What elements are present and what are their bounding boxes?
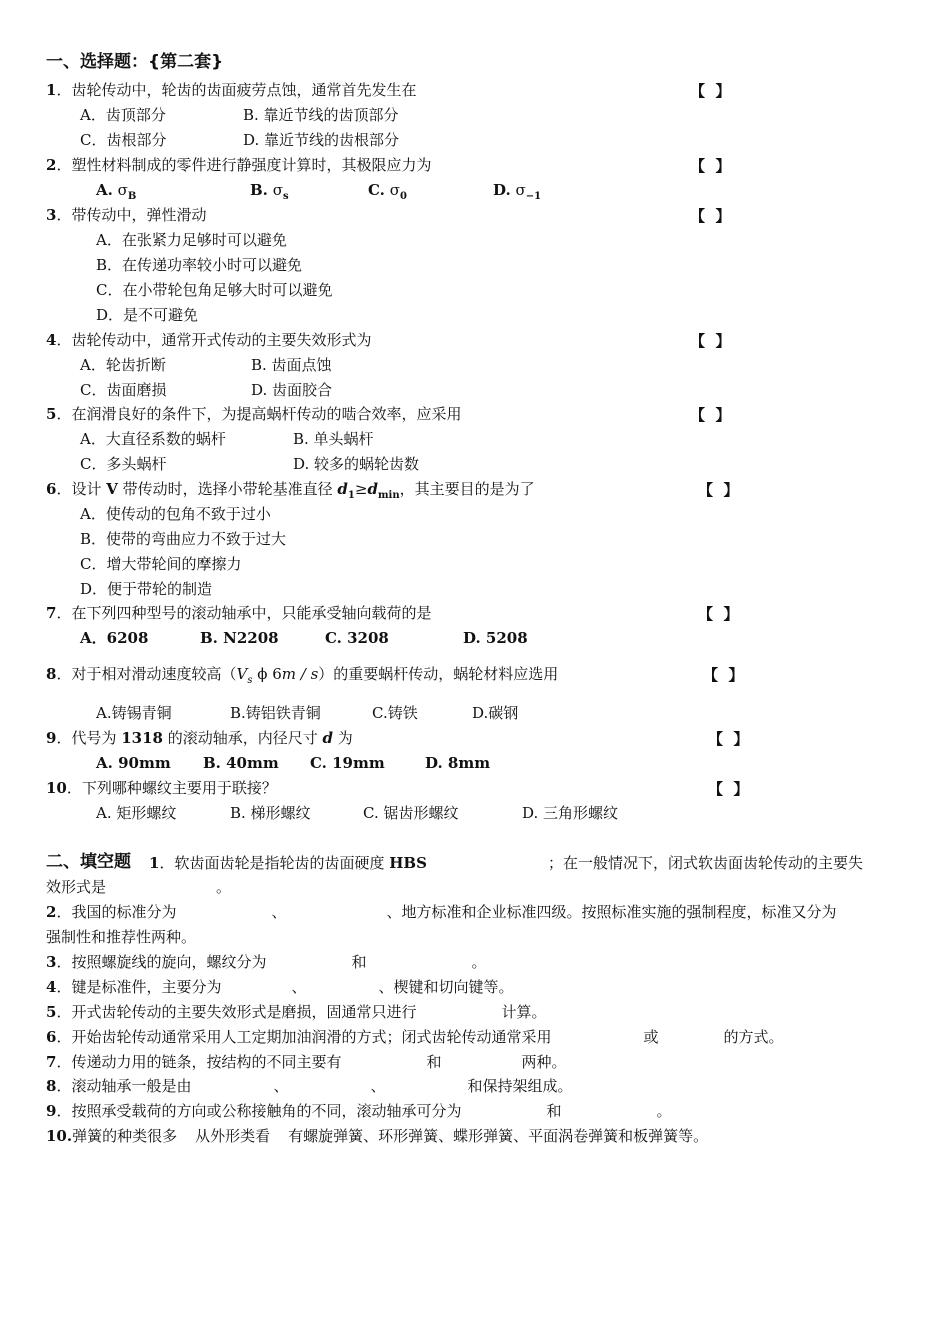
answer-bracket[interactable]: 【 】: [690, 207, 731, 225]
fill-item-9: 9．按照承受载荷的方向或公称接触角的不同，滚动轴承可分为 和 。: [46, 1102, 672, 1120]
option-d[interactable]: D．是不可避免: [96, 306, 199, 324]
option-c[interactable]: C. 3208: [325, 629, 389, 647]
question-number: 3: [46, 206, 57, 224]
option-d[interactable]: D. 5208: [463, 629, 528, 647]
answer-bracket[interactable]: 【 】: [690, 82, 731, 100]
fill-item-4: 4．键是标准件，主要分为 、 、楔键和切向键等。: [46, 978, 514, 996]
option-a[interactable]: A. 矩形螺纹: [96, 804, 177, 822]
option-c[interactable]: C. $\sigma_0$: [368, 181, 407, 202]
fill-item-8: 8．滚动轴承一般是由 、 、 和保持架组成。: [46, 1077, 573, 1095]
question-number: 7: [46, 604, 57, 622]
fill-item-1-line2: 效形式是 。: [46, 878, 232, 896]
option-c[interactable]: C．增大带轮间的摩擦力: [80, 555, 242, 573]
option-a[interactable]: A．在张紧力足够时可以避免: [96, 231, 287, 249]
option-d[interactable]: D. 三角形螺纹: [522, 804, 619, 822]
question-8: 8．对于相对滑动速度较高（$V_s$ ϕ 6m / s）的重要蜗杆传动，蜗轮材料应选用: [46, 665, 559, 686]
question-10: 10．下列哪种螺纹主要用于联接？: [46, 779, 277, 797]
fill-item-5: 5．开式齿轮传动的主要失效形式是磨损，固通常只进行 计算。: [46, 1003, 547, 1021]
option-b[interactable]: B. 靠近节线的齿顶部分: [243, 106, 399, 124]
option-d[interactable]: D. 靠近节线的齿根部分: [243, 131, 400, 149]
section-title-choice: 一、选择题：{第二套}: [46, 52, 224, 72]
option-b[interactable]: B．在传递功率较小时可以避免: [96, 256, 303, 274]
option-c[interactable]: C．齿面磨损: [80, 381, 167, 399]
question-stem: 齿轮传动中，通常开式传动的主要失效形式为: [71, 331, 372, 349]
option-a[interactable]: A. $\sigma_B$: [96, 181, 137, 202]
option-a[interactable]: A．使传动的包角不致于过小: [80, 505, 271, 523]
option-d[interactable]: D．便于带轮的制造: [80, 580, 213, 598]
option-b[interactable]: B.铸铝铁青铜: [230, 704, 321, 722]
answer-bracket[interactable]: 【 】: [708, 730, 749, 748]
answer-bracket[interactable]: 【 】: [690, 157, 731, 175]
option-b[interactable]: B. 齿面点蚀: [251, 356, 332, 374]
option-b[interactable]: B．使带的弯曲应力不致于过大: [80, 530, 287, 548]
question-stem: 带传动中，弹性滑动: [71, 206, 207, 224]
answer-bracket[interactable]: 【 】: [703, 666, 744, 684]
fill-item-1: 1．软齿面齿轮是指轮齿的齿面硬度 HBS: [149, 854, 427, 872]
question-number: 6: [46, 480, 57, 498]
option-b[interactable]: B. 梯形螺纹: [230, 804, 311, 822]
fill-item-3: 3．按照螺旋线的旋向，螺纹分为 和 。: [46, 953, 487, 971]
option-c[interactable]: C.铸铁: [372, 704, 418, 722]
answer-bracket[interactable]: 【 】: [690, 406, 731, 424]
option-b[interactable]: B. 单头蜗杆: [293, 430, 374, 448]
question-3: 3．带传动中，弹性滑动: [46, 206, 207, 224]
answer-bracket[interactable]: 【 】: [708, 780, 749, 798]
question-4: 4．齿轮传动中，通常开式传动的主要失效形式为: [46, 331, 372, 349]
fill-item-10: 10.弹簧的种类很多 从外形类看 有螺旋弹簧、环形弹簧、蝶形弹簧、平面涡卷弹簧和板弹簧等。: [46, 1127, 709, 1145]
fill-item-2-line2: 强制性和推荐性两种。: [46, 928, 197, 946]
option-b[interactable]: B. N2208: [200, 629, 279, 647]
option-a[interactable]: A.铸锡青铜: [96, 704, 172, 722]
question-5: 5．在润滑良好的条件下，为提高蜗杆传动的啮合效率，应采用: [46, 405, 462, 423]
question-number: 9: [46, 729, 57, 747]
question-number: 10: [46, 779, 67, 797]
option-d[interactable]: D. 较多的蜗轮齿数: [293, 455, 420, 473]
option-a[interactable]: A. 90mm: [96, 754, 171, 772]
fill-item-1-cont: ；在一般情况下，闭式软齿面齿轮传动的主要失: [548, 854, 864, 872]
answer-bracket[interactable]: 【 】: [698, 605, 739, 623]
option-d[interactable]: D. 齿面胶合: [251, 381, 333, 399]
question-stem: 塑性材料制成的零件进行静强度计算时，其极限应力为: [71, 156, 432, 174]
option-c[interactable]: C．齿根部分: [80, 131, 167, 149]
question-number: 8: [46, 665, 57, 683]
option-a[interactable]: A．大直径系数的蜗杆: [80, 430, 226, 448]
question-number: 5: [46, 405, 57, 423]
question-number: 1: [46, 81, 57, 99]
question-9: 9．代号为 1318 的滚动轴承，内径尺寸 d 为: [46, 729, 353, 747]
question-2: 2．塑性材料制成的零件进行静强度计算时，其极限应力为: [46, 156, 432, 174]
question-6: 6．设计 V 带传动时，选择小带轮基准直径 $d_1\ge d_{min}$，其主要目的是为了: [46, 480, 535, 501]
question-number: 2: [46, 156, 57, 174]
option-d[interactable]: D. 8mm: [425, 754, 491, 772]
option-c[interactable]: C．在小带轮包角足够大时可以避免: [96, 281, 333, 299]
option-a[interactable]: A．齿顶部分: [80, 106, 166, 124]
question-7: 7．在下列四种型号的滚动轴承中，只能承受轴向载荷的是: [46, 604, 432, 622]
fill-item-6: 6．开始齿轮传动通常采用人工定期加油润滑的方式；闭式齿轮传动通常采用 或 的方式。: [46, 1028, 784, 1046]
option-a[interactable]: A．轮齿折断: [80, 356, 166, 374]
answer-bracket[interactable]: 【 】: [698, 481, 739, 499]
option-b[interactable]: B. $\sigma_s$: [250, 181, 289, 202]
section-title-fill: 二、填空题: [46, 852, 131, 872]
answer-bracket[interactable]: 【 】: [690, 332, 731, 350]
question-stem: 下列哪种螺纹主要用于联接？: [81, 779, 277, 797]
option-c[interactable]: C．多头蜗杆: [80, 455, 167, 473]
option-c[interactable]: C. 锯齿形螺纹: [363, 804, 459, 822]
question-stem: 在下列四种型号的滚动轴承中，只能承受轴向载荷的是: [71, 604, 432, 622]
option-c[interactable]: C. 19mm: [310, 754, 385, 772]
question-number: 4: [46, 331, 57, 349]
fill-item-7: 7．传递动力用的链条，按结构的不同主要有 和 两种。: [46, 1053, 567, 1071]
question-1: 1．齿轮传动中，轮齿的齿面疲劳点蚀，通常首先发生在: [46, 81, 417, 99]
fill-item-2: 2．我国的标准分为 、 、地方标准和企业标准四级。按照标准实施的强制程度，标准又分为: [46, 903, 837, 921]
question-stem: 齿轮传动中，轮齿的齿面疲劳点蚀，通常首先发生在: [71, 81, 417, 99]
question-stem: 在润滑良好的条件下，为提高蜗杆传动的啮合效率，应采用: [71, 405, 462, 423]
option-b[interactable]: B. 40mm: [203, 754, 279, 772]
option-d[interactable]: D.碳钢: [472, 704, 519, 722]
option-d[interactable]: D. $\sigma_{-1}$: [493, 181, 542, 202]
option-a[interactable]: A．6208: [80, 629, 149, 647]
